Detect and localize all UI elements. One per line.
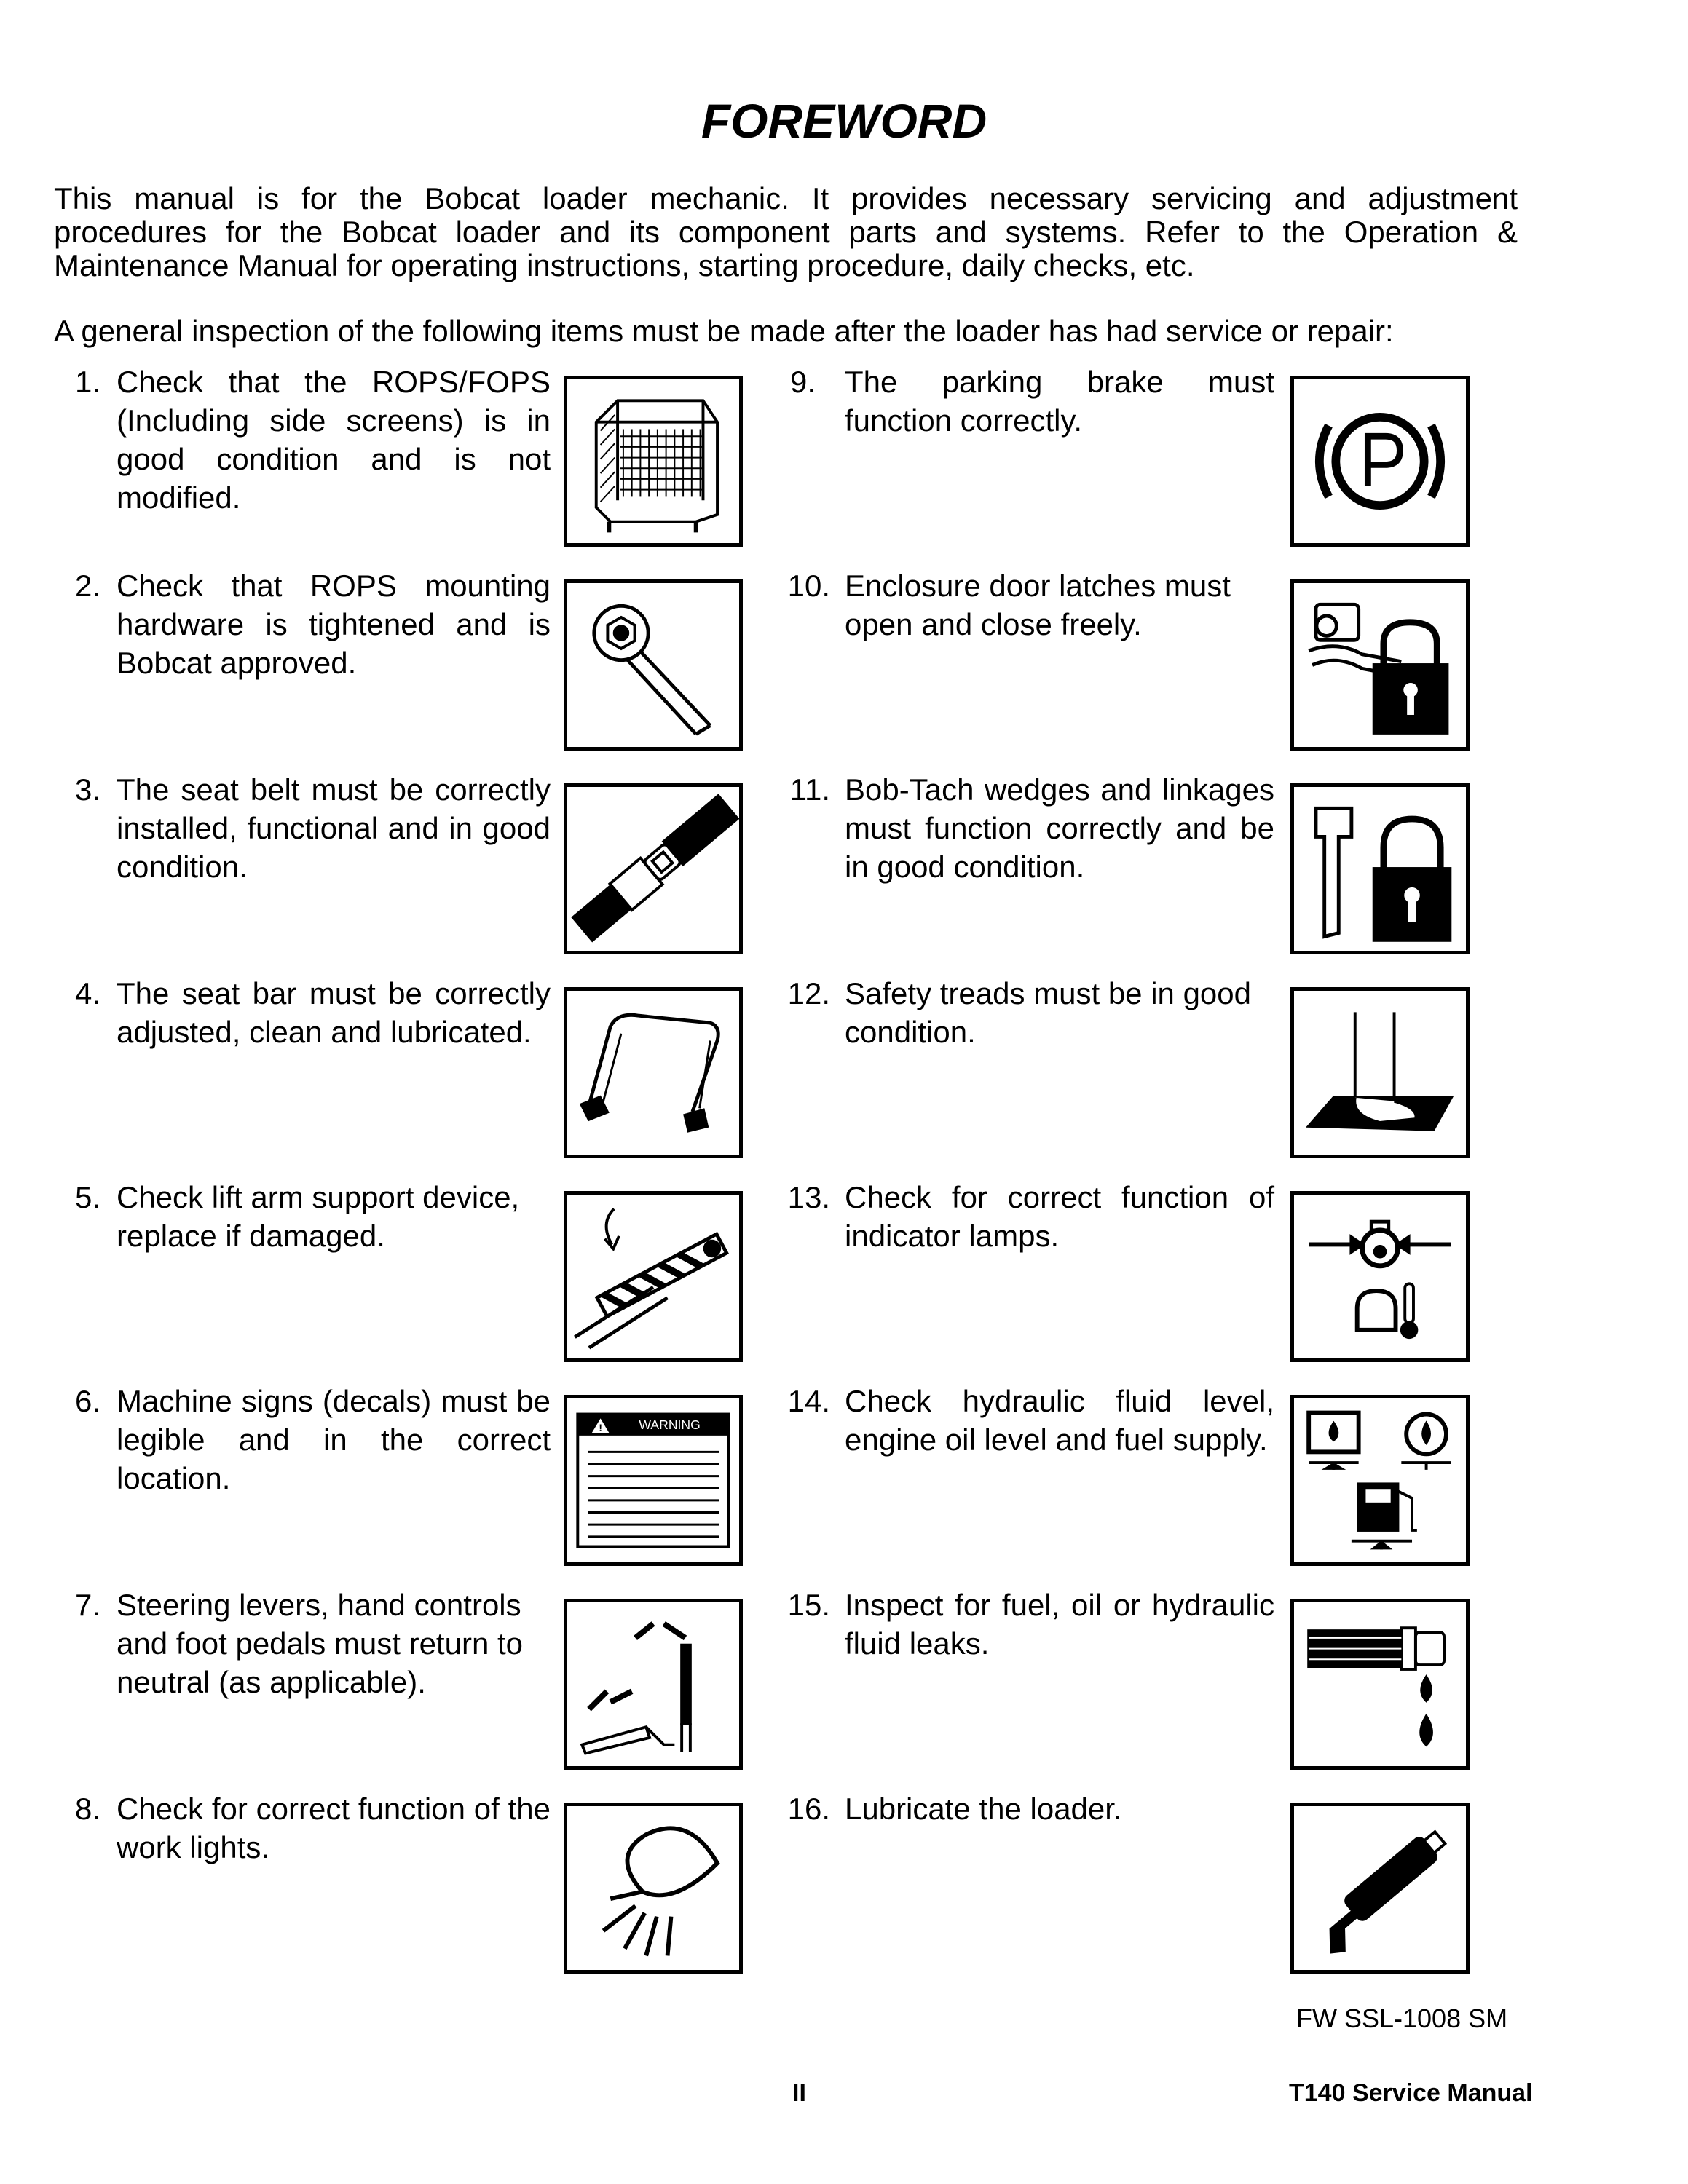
general-inspection-text: A general inspection of the following items must be made after the loader has had service or repair: xyxy=(54,314,1394,348)
door-latch-icon xyxy=(1290,579,1470,751)
item-text: Bob-Tach wedges and linkages must function correctly and be in good condition. xyxy=(845,772,1274,884)
safety-tread-icon xyxy=(1290,987,1470,1158)
item-text: Check lift arm support device, replace if damaged. xyxy=(117,1180,520,1253)
page-title: FOREWORD xyxy=(701,94,987,148)
item-text: Check for correct function of indicator lamps. xyxy=(845,1180,1274,1253)
bob-tach-icon xyxy=(1290,783,1470,954)
item-number: 7. xyxy=(74,1588,100,1622)
warning-decal-icon xyxy=(564,1395,743,1566)
page-number: II xyxy=(792,2079,806,2107)
item-number: 11. xyxy=(789,772,830,807)
intro-line-2: procedures for the Bobcat loader and its component parts and systems. Refer to the Operation & xyxy=(54,215,1518,249)
seat-bar-icon xyxy=(564,987,743,1158)
decal-label: WARNING xyxy=(639,1417,701,1433)
rops-cab-icon xyxy=(564,376,743,547)
grease-gun-icon xyxy=(1290,1803,1470,1974)
parking-brake-icon xyxy=(1290,376,1470,547)
wrench-icon xyxy=(564,579,743,751)
item-number: 14. xyxy=(787,1384,830,1418)
item-number: 3. xyxy=(74,772,100,807)
intro-line-3: Maintenance Manual for operating instructions, starting procedure, daily checks, etc. xyxy=(54,248,1195,282)
fluid-levels-icon xyxy=(1290,1395,1470,1566)
item-number: 13. xyxy=(787,1180,830,1214)
document-code: FW SSL-1008 SM xyxy=(1296,2003,1508,2033)
item-text: Machine signs (decals) must be legible and in the correct location. xyxy=(117,1384,551,1495)
item-text: The seat bar must be correctly adjusted, clean and lubricated. xyxy=(117,976,551,1049)
item-text: Check for correct function of the work lights. xyxy=(117,1792,551,1864)
item-number: 6. xyxy=(74,1384,100,1418)
item-number: 4. xyxy=(74,976,100,1010)
intro-line-1: This manual is for the Bobcat loader mechanic. It provides necessary servicing and adjustment xyxy=(54,181,1518,215)
item-text: Check that ROPS mounting hardware is tightened and is Bobcat approved. xyxy=(117,569,551,680)
fluid-leak-icon xyxy=(1290,1599,1470,1770)
item-number: 1. xyxy=(74,365,100,399)
item-number: 16. xyxy=(787,1792,830,1826)
item-number: 15. xyxy=(787,1588,830,1622)
item-text: Inspect for fuel, oil or hydraulic fluid leaks. xyxy=(845,1588,1274,1661)
item-number: 2. xyxy=(74,569,100,603)
lift-arm-support-icon xyxy=(564,1191,743,1362)
seat-belt-icon xyxy=(564,783,743,954)
manual-name: T140 Service Manual xyxy=(1289,2079,1533,2107)
item-number: 9. xyxy=(789,365,816,399)
svg-text:!: ! xyxy=(599,1423,602,1433)
work-light-icon xyxy=(564,1803,743,1974)
controls-icon xyxy=(564,1599,743,1770)
item-text: Steering levers, hand controls and foot pedals must return to neutral (as applicable). xyxy=(117,1588,523,1699)
item-text: Check that the ROPS/FOPS (Including side screens) is in good condition and is not modified. xyxy=(117,365,551,515)
item-text: The parking brake must function correctly. xyxy=(845,365,1274,438)
item-text: Safety treads must be in good condition. xyxy=(845,976,1251,1049)
item-number: 12. xyxy=(787,976,830,1010)
item-text: Lubricate the loader. xyxy=(845,1792,1122,1826)
item-text: Check hydraulic fluid level, engine oil level and fuel supply. xyxy=(845,1384,1274,1457)
item-text: The seat belt must be correctly installed, functional and in good condition. xyxy=(117,772,551,884)
item-text: Enclosure door latches must open and close freely. xyxy=(845,569,1231,641)
indicator-lamps-icon xyxy=(1290,1191,1470,1362)
item-number: 8. xyxy=(74,1792,100,1826)
item-number: 5. xyxy=(74,1180,100,1214)
item-number: 10. xyxy=(787,569,830,603)
